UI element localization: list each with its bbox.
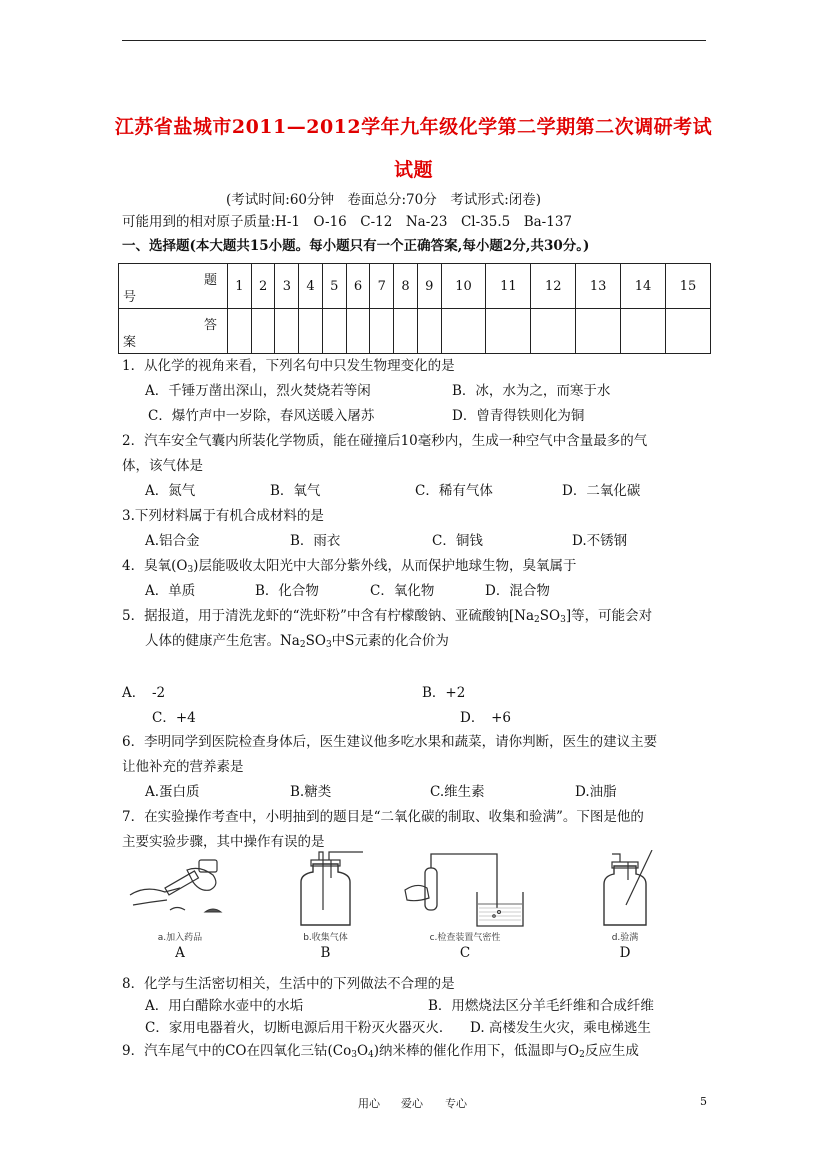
exam-info: (考试时间:60分钟 卷面总分:70分 考试形式:闭卷) [226,192,542,208]
page-title: 江苏省盐城市2011—2012学年九年级化学第二学期第二次调研考试 [114,116,713,138]
q6-option-a: A.蛋白质 [145,784,200,800]
header-label-top: 题 [203,273,217,288]
subscript: 3 [325,640,332,650]
header-label-bottom: 案 [123,335,137,350]
answer-row-header [119,309,228,354]
q3-option-a: A.铝合金 [145,533,200,549]
question-number: 15 [665,264,710,309]
answer-cell[interactable] [441,309,486,354]
answer-cell[interactable] [228,309,252,354]
q4-option-a: A．单质 [145,583,196,599]
q2-option-d: D．二氧化碳 [562,483,641,499]
figure-caption: a.加入药品 [157,933,203,943]
q1-option-c: C．爆竹声中一岁除，春风送暖入屠苏 [148,408,375,424]
subscript: 3 [187,565,194,575]
full-check-bottle-illustration [590,850,660,930]
figure-letter: D [619,945,631,961]
header-label-top: 答 [203,318,217,333]
q8-option-b: B．用燃烧法区分羊毛纤维和合成纤维 [428,998,654,1014]
question-number: 4 [299,264,323,309]
subscript: 2 [534,615,540,625]
question-number: 8 [394,264,418,309]
question-number: 9 [417,264,441,309]
q1-option-d: D．曾青得铁则化为铜 [452,408,585,424]
page-title-continued: 试题 [393,159,433,181]
q9-stem-text: 反应生成 [584,1043,639,1059]
q4-option-b: B．化合物 [255,583,319,599]
answer-table [118,263,711,354]
q4-stem-text: )层能吸收太阳光中大部分紫外线，从而保护地球生物，臭氧属于 [193,558,577,574]
q5-option-a: A． -2 [122,685,166,701]
footer-motto-3: 专心 [445,1097,467,1110]
q2-stem-line1: 2．汽车安全气囊内所装化学物质，能在碰撞后10毫秒内，生成一种空气中含量最多的气 [122,433,648,449]
q5-stem-text: ]等，可能会对 [565,608,653,624]
q5-stem-text: 5．据报道，用于清洗龙虾的“洗虾粉”中含有柠檬酸钠、亚硫酸钠[Na [122,608,535,624]
q3-option-b: B．雨衣 [290,533,341,549]
answer-table-number-row [119,264,711,309]
q6-stem-line2: 让他补充的营养素是 [122,759,244,775]
subscript: 2 [299,640,306,650]
q6-option-d: D.油脂 [575,784,617,800]
q7-stem-line2: 主要实验步骤，其中操作有误的是 [122,834,325,850]
question-number: 3 [275,264,299,309]
answer-cell[interactable] [417,309,441,354]
question-number: 6 [346,264,370,309]
answer-cell[interactable] [275,309,299,354]
answer-cell[interactable] [531,309,576,354]
question-number: 12 [531,264,576,309]
subscript: 2 [579,1050,585,1060]
airtightness-check-illustration [395,850,535,930]
figure-letter: A [175,945,185,961]
question-number: 2 [251,264,275,309]
q2-option-a: A．氮气 [145,483,196,499]
q8-stem: 8．化学与生活密切相关，生活中的下列做法不合理的是 [122,976,455,992]
q4-option-d: D．混合物 [485,583,550,599]
question-number: 5 [322,264,346,309]
q3-stem: 3.下列材料属于有机合成材料的是 [122,508,324,524]
subscript: 4 [368,1050,374,1060]
question-number: 10 [441,264,486,309]
figure-caption: c.检查装置气密性 [429,933,501,943]
q1-stem: 1．从化学的视角来看，下列名句中只发生物理变化的是 [122,358,455,374]
answer-cell[interactable] [665,309,710,354]
pouring-reagent-illustration [125,850,235,930]
q4-option-c: C．氧化物 [370,583,435,599]
footer-motto-2: 爱心 [401,1097,423,1110]
q3-option-d: D.不锈钢 [572,533,628,549]
q8-option-d: D. 高楼发生火灾，乘电梯逃生 [470,1020,651,1036]
q9-stem-text: )纳米棒的催化作用下，低温即与O [373,1043,580,1059]
question-number: 7 [370,264,394,309]
answer-cell[interactable] [576,309,621,354]
q5-stem-text: SO [539,608,561,624]
gas-collection-bottle-illustration [283,850,368,930]
question-number: 14 [621,264,666,309]
subscript: 3 [351,1050,357,1060]
answer-cell[interactable] [251,309,275,354]
q7-figure-a [125,850,235,961]
figure-caption: d.验满 [611,933,639,943]
q6-stem-line1: 6．李明同学到医院检查身体后，医生建议他多吃水果和蔬菜，请你判断，医生的建议主要 [122,734,658,750]
q4-stem [122,557,576,579]
q9-stem-text: 9．汽车尾气中的CO在四氧化三钴(Co [122,1043,352,1059]
answer-cell[interactable] [486,309,531,354]
q6-option-b: B.糖类 [290,784,332,800]
q7-figure-d [590,850,660,961]
answer-cell[interactable] [621,309,666,354]
q5-stem-text: SO [305,633,326,649]
q7-figure-b [283,850,368,961]
q2-stem-line2: 体，该气体是 [122,458,203,474]
answer-cell[interactable] [322,309,346,354]
q4-stem-text: 4．臭氧(O [122,558,188,574]
question-number: 1 [228,264,252,309]
q9-stem-text: O [356,1043,369,1059]
q5-option-d: D． +6 [460,710,511,726]
number-row-header [119,264,228,309]
q5-stem-line1 [122,607,652,629]
question-number: 11 [486,264,531,309]
q8-option-c: C．家用电器着火，切断电源后用干粉灭火器灭火． [145,1020,453,1036]
q8-option-a: A．用白醋除水壶中的水垢 [145,998,304,1014]
header-rule [122,40,706,41]
q7-figure-c [395,850,535,961]
q6-option-c: C.维生素 [430,784,485,800]
answer-cell[interactable] [346,309,370,354]
section-heading: 一、选择题(本大题共15小题。每小题只有一个正确答案,每小题2分,共30分。) [122,238,590,254]
question-number: 13 [576,264,621,309]
q1-option-a: A．千锤万凿出深山，烈火焚烧若等闲 [145,383,371,399]
figure-letter: C [459,945,471,961]
q5-stem-line2 [145,632,449,654]
atomic-masses: 可能用到的相对原子质量:H-1 O-16 C-12 Na-23 Cl-35.5 Ba-137 [122,214,573,230]
q5-option-c: C．+4 [152,710,196,726]
page-number: 5 [700,1095,707,1108]
q3-option-c: C．铜钱 [432,533,483,549]
answer-cell[interactable] [394,309,418,354]
subscript: 3 [560,615,566,625]
figure-caption: b.收集气体 [303,933,348,943]
figure-letter: B [320,945,331,961]
q9-stem [122,1042,639,1064]
header-label-bottom: 号 [123,290,137,305]
q7-stem-line1: 7．在实验操作考查中，小明抽到的题目是“二氧化碳的制取、收集和验满”。下图是他的 [122,809,644,825]
q2-option-b: B．氧气 [270,483,321,499]
q2-option-c: C．稀有气体 [415,483,493,499]
q5-stem-text: 人体的健康产生危害。Na [145,633,300,649]
answer-table-answer-row [119,309,711,354]
q5-option-b: B．+2 [422,685,466,701]
footer-motto-1: 用心 [358,1097,380,1110]
answer-cell[interactable] [370,309,394,354]
answer-cell[interactable] [299,309,323,354]
q1-option-b: B．冰，水为之，而寒于水 [452,383,611,399]
q5-stem-text: 中S元素的化合价为 [331,633,449,649]
